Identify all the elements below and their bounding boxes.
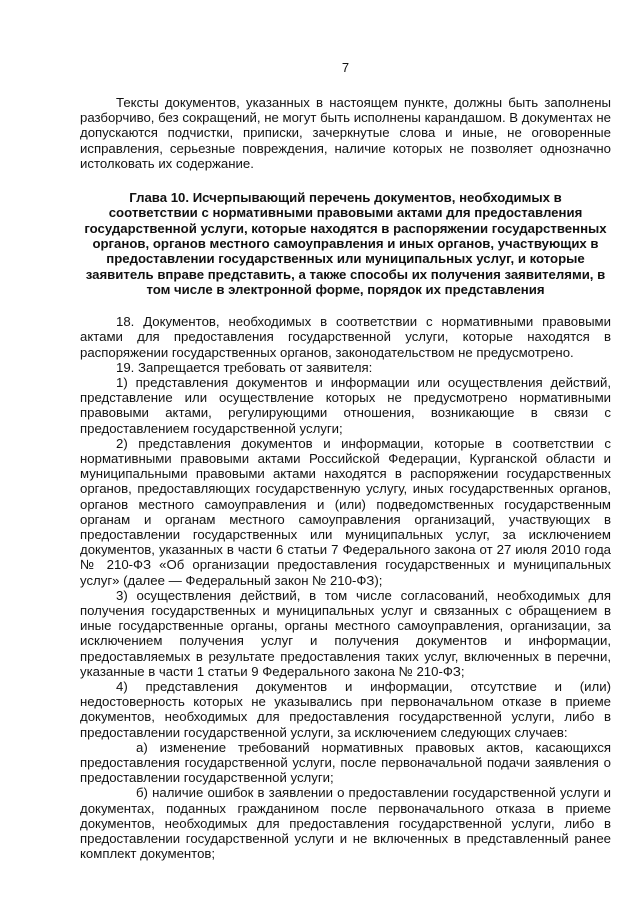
paragraph-19: 19. Запрещается требовать от заявителя: (116, 359, 373, 375)
sub-item-b: б) наличие ошибок в заявлении о предоставлении государственной услуги и документах, поданных гражданином после первоначального отказа в приеме документов, необходимых для предоставления государственной услуги, либо в предоставлении государственной услуги и не включенных в представленный ранее комплект документов; (80, 785, 611, 862)
list-item-2: 2) представления документов и информации, которые в соответствии с нормативными правовыми актами Российской Федерации, Курганской области и муниципальными правовыми актами находятся в распоряжении государственных органов, предоставляющих государственную услугу, иных государственных органов, органов местного самоуправления и (или) подведомственных государственным органам и органам местного самоуправления организаций, участвующих в предоставлении государственных или муниципальных услуг, за исключением документов, указанных в части 6 статьи 7 Федерального закона от 27 июля 2010 года № 210-ФЗ «Об организации предоставления государственных и муниципальных услуг» (далее — Федеральный закон № 210-ФЗ); (80, 435, 611, 588)
page-number: 7 (341, 60, 350, 75)
list-item-4: 4) представления документов и информации, отсутствие и (или) недостоверность которых не указывались при первоначальном отказе в приеме документов, необходимых для предоставления государственной услуги, либо в предоставлении государственной услуги, за исключением следующих случаев: (80, 678, 611, 740)
paragraph-18: 18. Документов, необходимых в соответствии с нормативными правовыми актами для предоставления государственной услуги, которые находятся в распоряжении государственных органов, законодательством не предусмотрено. (80, 314, 611, 360)
sub-item-a: а) изменение требований нормативных правовых актов, касающихся предоставления государственной услуги, после первоначальной подачи заявления о предоставлении государственной услуги; (80, 739, 611, 786)
list-item-3: 3) осуществления действий, в том числе согласований, необходимых для получения государственных и муниципальных услуг и связанных с обращением в иные государственные органы, органы местного самоуправления, организации, за исключением получения услуг и получения документов и информации, предоставляемых в результате предоставления таких услуг, включенных в перечни, указанные в части 1 статьи 9 Федерального закона № 210-ФЗ; (80, 587, 611, 679)
document-page (80, 60, 611, 861)
list-item-1: 1) представления документов и информации или осуществления действий, представление или осуществление которых не предусмотрено нормативными правовыми актами, регулирующими отношения, возникающие в связи с предоставлением государственной услуги; (80, 374, 611, 436)
chapter-heading: Глава 10. Исчерпывающий перечень документов, необходимых в соответствии с нормативными правовыми актами для предоставления государственной услуги, которые находятся в распоряжении государственных органов, органов местного самоуправления и иных органов, участвующих в предоставлении государственных или муниципальных услуг, и которые заявитель вправе представить, а также способы их получения заявителями, в том числе в электронной форме, порядок их представления (84, 190, 607, 297)
intro-paragraph: Тексты документов, указанных в настоящем пункте, должны быть заполнены разборчиво, без сокращений, не могут быть исполнены карандашом. В документах не допускаются подчистки, приписки, зачеркнутые слова и иные, не оговоренные исправления, серьезные повреждения, наличие которых не позволяет однозначно истолковать их содержание. (80, 95, 611, 171)
